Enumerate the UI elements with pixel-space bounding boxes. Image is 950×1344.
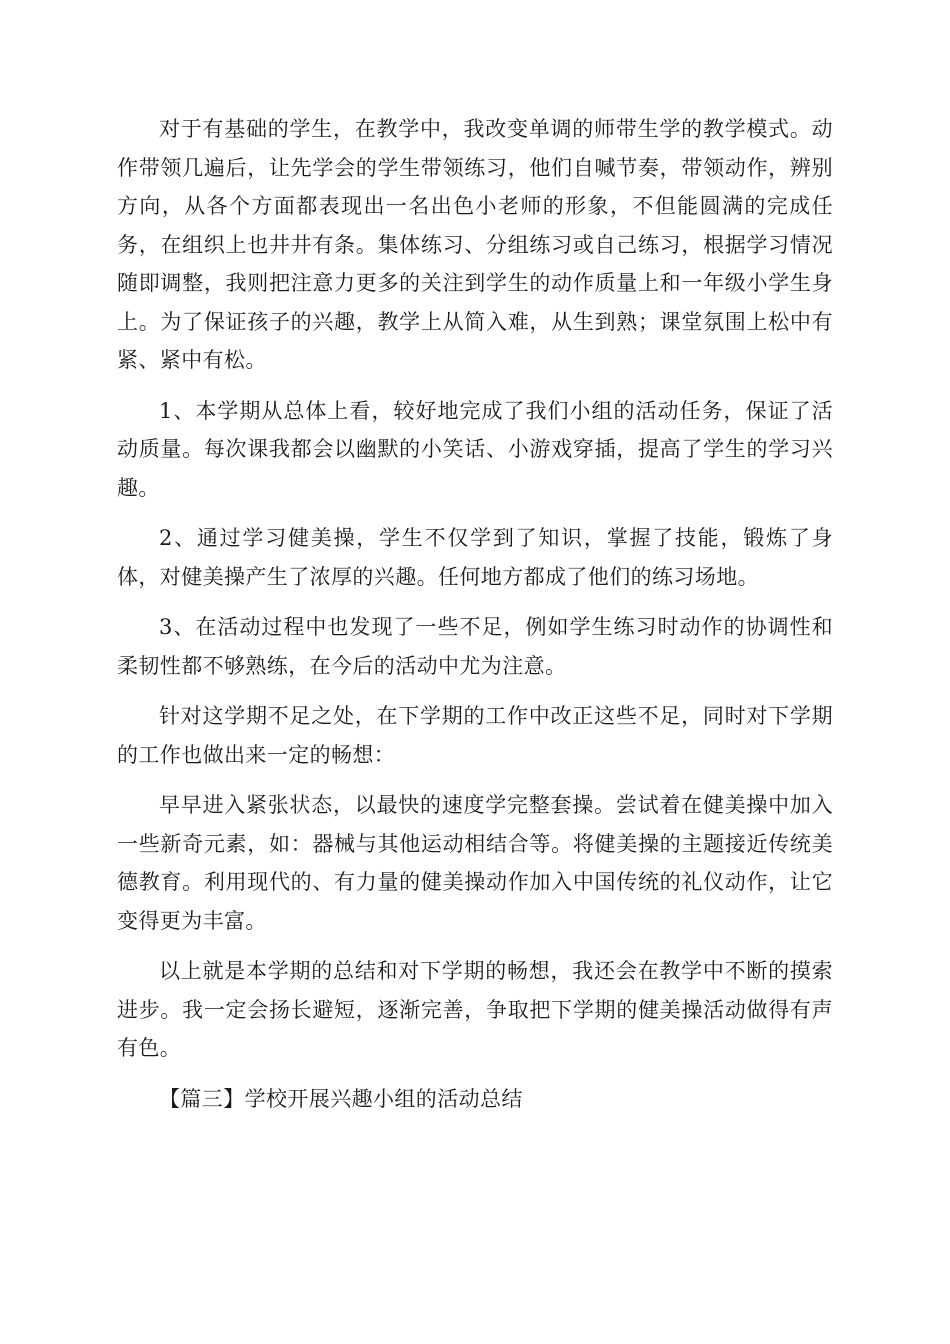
paragraph-point-1: 1、本学期从总体上看，较好地完成了我们小组的活动任务，保证了活动质量。每次课我都会以幽默的小笑话、小游戏穿插，提高了学生的学习兴趣。 — [117, 398, 833, 500]
paragraph-conclusion: 以上就是本学期的总结和对下学期的畅想，我还会在教学中不断的摸索进步。我一定会扬长避短，逐渐完善，争取把下学期的健美操活动做得有声有色。 — [117, 959, 833, 1060]
section-heading: 【篇三】学校开展兴趣小组的活动总结 — [159, 1086, 523, 1111]
paragraph-next-term-intro: 针对这学期不足之处，在下学期的工作中改正这些不足，同时对下学期的工作也做出来一定的畅想： — [117, 704, 833, 767]
document-body — [117, 110, 833, 1130]
paragraph-point-2: 2、通过学习健美操，学生不仅学到了知识，掌握了技能，锻炼了身体，对健美操产生了浓厚的兴趣。任何地方都成了他们的练习场地。 — [117, 526, 833, 589]
paragraph-next-term-plan: 早早进入紧张状态，以最快的速度学完整套操。尝试着在健美操中加入一些新奇元素，如：器械与其他运动相结合等。将健美操的主题接近传统美德教育。利用现代的、有力量的健美操动作加入中国传统的礼仪动作，让它变得更为丰富。 — [117, 793, 833, 933]
paragraph-teaching-mode: 对于有基础的学生，在教学中，我改变单调的师带生学的教学模式。动作带领几遍后，让先学会的学生带领练习，他们自喊节奏，带领动作，辨别方向，从各个方面都表现出一名出色小老师的形象，不但能圆满的完成任务，在组织上也井井有条。集体练习、分组练习或自己练习，根据学习情况随即调整，我则把注意力更多的关注到学生的动作质量上和一年级小学生身上。为了保证孩子的兴趣，教学上从简入难，从生到熟；课堂氛围上松中有紧、紧中有松。 — [117, 117, 833, 372]
paragraph-point-3: 3、在活动过程中也发现了一些不足，例如学生练习时动作的协调性和柔韧性都不够熟练，在今后的活动中尤为注意。 — [117, 615, 833, 678]
